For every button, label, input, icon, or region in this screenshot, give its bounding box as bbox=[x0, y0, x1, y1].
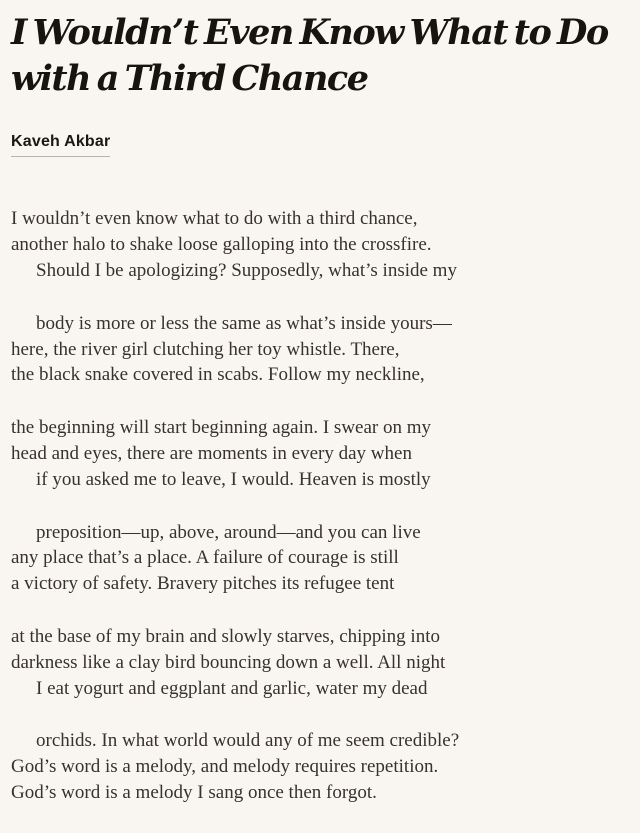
poem-line: if you asked me to leave, I would. Heaven is mostly bbox=[36, 468, 431, 490]
stanza bbox=[11, 728, 628, 805]
poem-line: another halo to shake loose galloping into the crossfire. bbox=[11, 234, 432, 256]
stanza bbox=[11, 624, 628, 701]
author-link[interactable]: Kaveh Akbar bbox=[11, 133, 110, 157]
poem bbox=[11, 206, 628, 805]
poem-line: I eat yogurt and eggplant and garlic, water my dead bbox=[36, 677, 428, 699]
poem-line: orchids. In what world would any of me seem credible? bbox=[36, 730, 460, 752]
poem-line: at the base of my brain and slowly starves, chipping into bbox=[11, 625, 440, 647]
poem-line: body is more or less the same as what’s inside yours— bbox=[36, 312, 452, 334]
stanza bbox=[11, 311, 628, 388]
poem-line: God’s word is a melody I sang once then forgot. bbox=[11, 781, 377, 803]
stanza bbox=[11, 206, 628, 283]
poem-line: any place that’s a place. A failure of courage is still bbox=[11, 547, 399, 569]
poem-line: preposition—up, above, around—and you can live bbox=[36, 521, 421, 543]
poem-line: a victory of safety. Bravery pitches its refugee tent bbox=[11, 573, 395, 595]
poem-line: the beginning will start beginning again. I swear on my bbox=[11, 417, 432, 439]
poem-line: the black snake covered in scabs. Follow my neckline, bbox=[11, 364, 425, 386]
stanza bbox=[11, 520, 628, 597]
poem-line: here, the river girl clutching her toy whistle. There, bbox=[11, 338, 400, 360]
poem-line: God’s word is a melody, and melody requires repetition. bbox=[11, 756, 439, 778]
poem-line: Should I be apologizing? Supposedly, what’s inside my bbox=[36, 259, 457, 281]
poem-line: darkness like a clay bird bouncing down a well. All night bbox=[11, 651, 446, 673]
byline bbox=[11, 133, 628, 157]
page-title: I Wouldn’t Even Know What to Do with a Third Chance bbox=[11, 12, 608, 100]
poem-line: head and eyes, there are moments in every day when bbox=[11, 442, 412, 464]
poem-line: I wouldn’t even know what to do with a third chance, bbox=[11, 208, 418, 230]
stanza bbox=[11, 415, 628, 492]
